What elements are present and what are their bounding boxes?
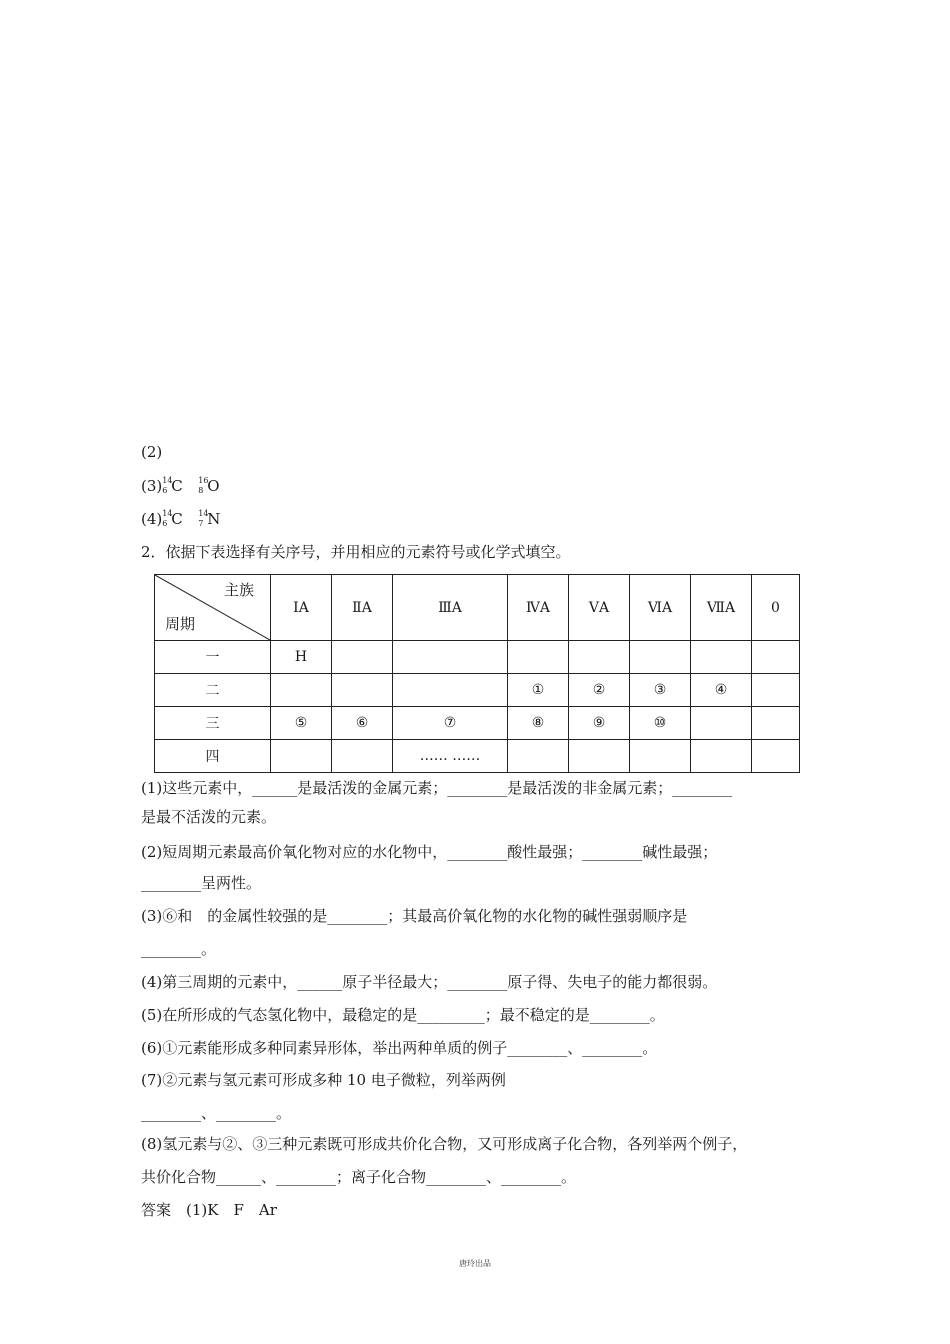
table-cell: ③ [630, 674, 691, 707]
atomic-number: 7 [198, 519, 204, 528]
item-4 [141, 509, 811, 529]
item-3 [141, 476, 811, 496]
group-header: ⅠA [271, 575, 332, 641]
group-header: ⅡA [332, 575, 393, 641]
group-header: ⅦA [691, 575, 752, 641]
table-cell [271, 674, 332, 707]
period-label: 二 [155, 674, 271, 707]
table-header-row [155, 575, 800, 641]
question-2-line-a: (2)短周期元素最高价氧化物对应的水化物中，________酸性最强；________碱性最强； [141, 843, 718, 861]
group-header: 0 [752, 575, 800, 641]
table-cell [271, 740, 332, 773]
question-3-line-b: ________。 [141, 940, 217, 958]
corner-cell [155, 575, 271, 641]
atomic-number: 6 [162, 519, 168, 528]
atomic-number: 6 [162, 486, 168, 495]
group-header: ⅢA [393, 575, 508, 641]
mass-number: 14 [162, 509, 173, 518]
question-4: (4)第三周期的元素中，______原子半径最大；________原子得、失电子的能力都很弱。 [141, 973, 718, 991]
question-1-line-a: (1)这些元素中，______是最活泼的金属元素；________是最活泼的非金属元素；________ [141, 779, 733, 797]
table-row [155, 674, 800, 707]
question-3-line-a: (3)⑥和 的金属性较强的是________；其最高价氧化物的水化物的碱性强弱顺序是 [141, 907, 688, 925]
element-symbol: O [207, 477, 220, 495]
table-cell: ⑨ [569, 707, 630, 740]
group-header: ⅣA [508, 575, 569, 641]
table-cell [332, 740, 393, 773]
table-cell [752, 641, 800, 674]
table-cell: ① [508, 674, 569, 707]
nuclide-c14 [162, 476, 182, 496]
table-cell [752, 740, 800, 773]
table-cell [569, 641, 630, 674]
period-label: 四 [155, 740, 271, 773]
question-7-line-b: ________、________。 [141, 1104, 292, 1122]
question-7-line-a: (7)②元素与氢元素可形成多种 10 电子微粒，列举两例 [141, 1071, 506, 1089]
question-1-line-b: 是最不活泼的元素。 [141, 808, 277, 826]
table-cell [332, 641, 393, 674]
item-2: (2) [141, 443, 163, 461]
table-cell [630, 641, 691, 674]
table-row [155, 641, 800, 674]
mass-number: 14 [198, 509, 209, 518]
element-symbol: N [207, 510, 221, 528]
table-cell [508, 740, 569, 773]
nuclide-o16 [198, 476, 218, 496]
table-cell: …… …… [393, 740, 508, 773]
question-6: (6)①元素能形成多种同素异形体，举出两种单质的例子________、________。 [141, 1039, 658, 1057]
group-header: ⅥA [630, 575, 691, 641]
table-cell: ② [569, 674, 630, 707]
element-symbol: C [171, 510, 183, 528]
table-cell [393, 674, 508, 707]
period-label: 三 [155, 707, 271, 740]
table-row [155, 740, 800, 773]
table-cell [393, 641, 508, 674]
table-cell [630, 740, 691, 773]
table-cell: H [271, 641, 332, 674]
question-8-line-a: (8)氢元素与②、③三种元素既可形成共价化合物，又可形成离子化合物，各列举两个例子， [141, 1135, 748, 1153]
table-cell [569, 740, 630, 773]
atomic-number: 8 [198, 486, 204, 495]
question-5: (5)在所形成的气态氢化物中，最稳定的是_________；最不稳定的是________。 [141, 1006, 665, 1024]
period-label: 一 [155, 641, 271, 674]
page-footer: 唐玲出品 [459, 1259, 491, 1268]
table-cell [332, 674, 393, 707]
table-cell: ⑩ [630, 707, 691, 740]
element-symbol: C [171, 477, 183, 495]
table-cell [691, 641, 752, 674]
corner-label-period: 周期 [165, 615, 196, 633]
table-cell [508, 641, 569, 674]
mass-number: 16 [198, 476, 209, 485]
item-3-prefix: (3) [141, 477, 163, 495]
mass-number: 14 [162, 476, 173, 485]
table-cell: ⑧ [508, 707, 569, 740]
nuclide-n14 [198, 509, 221, 529]
corner-label-group: 主族 [223, 581, 254, 599]
answer-line: 答案 (1)K F Ar [141, 1201, 277, 1219]
table-row [155, 707, 800, 740]
table-cell [691, 740, 752, 773]
table-cell [752, 674, 800, 707]
table-cell [752, 707, 800, 740]
table-cell: ⑦ [393, 707, 508, 740]
question-8-line-b: 共价化合物______、________；离子化合物________、________。 [141, 1168, 577, 1186]
group-header: ⅤA [569, 575, 630, 641]
table-cell [691, 707, 752, 740]
nuclide-c14 [162, 509, 182, 529]
table-cell: ⑤ [271, 707, 332, 740]
table-cell: ④ [691, 674, 752, 707]
periodic-table [154, 574, 800, 773]
item-4-prefix: (4) [141, 510, 163, 528]
question-2-title: 2．依据下表选择有关序号，并用相应的元素符号或化学式填空。 [141, 543, 571, 561]
question-2-line-b: ________呈两性。 [141, 874, 262, 892]
table-cell: ⑥ [332, 707, 393, 740]
